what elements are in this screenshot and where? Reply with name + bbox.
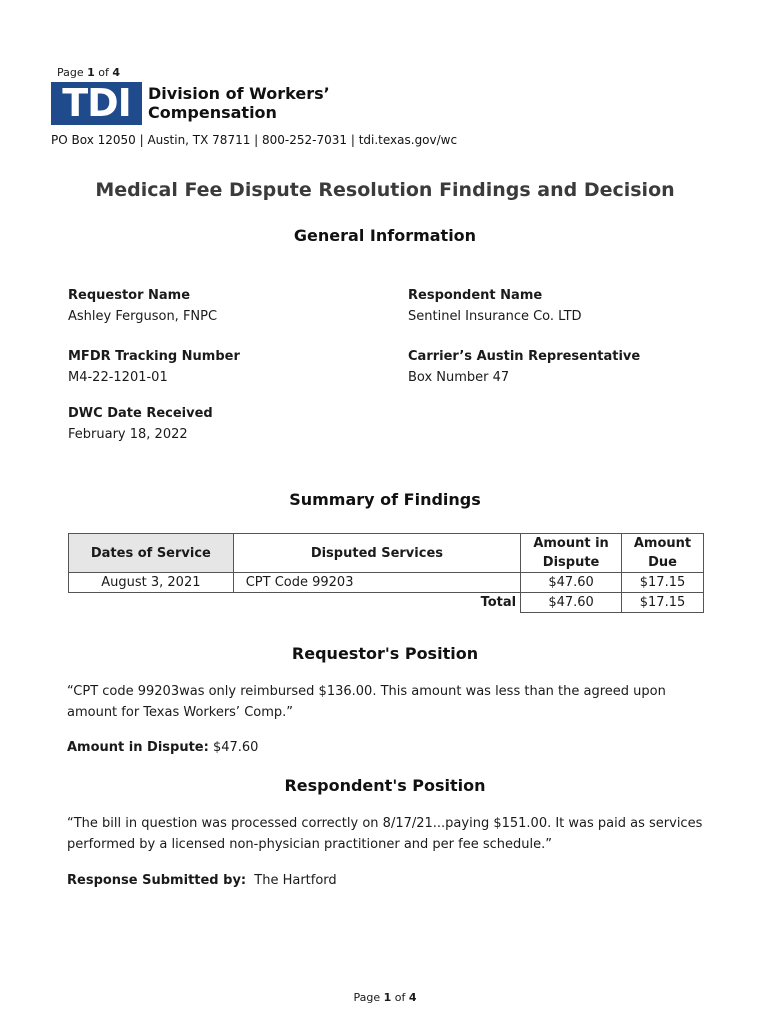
response-submitted-line	[67, 870, 717, 891]
requestor-value: Ashley Ferguson, FNPC	[68, 309, 218, 324]
page-indicator-top: Page 1 of 4	[57, 66, 121, 79]
total-amount-due: $17.15	[622, 593, 704, 613]
org-name: Division of Workers’ Compensation	[148, 84, 330, 122]
col-header-amount-dispute: Amount in Dispute	[521, 534, 622, 573]
cell-service: CPT Code 99203	[233, 573, 520, 593]
cell-date: August 3, 2021	[69, 573, 234, 593]
summary-heading: Summary of Findings	[289, 490, 481, 509]
table-total-row	[69, 593, 704, 613]
respondent-position-heading: Respondent's Position	[284, 776, 486, 795]
address-line: PO Box 12050 | Austin, TX 78711 | 800-252-7031 | tdi.texas.gov/wc	[51, 133, 458, 147]
general-info-heading: General Information	[293, 226, 477, 245]
col-header-services: Disputed Services	[233, 534, 520, 573]
summary-table	[68, 533, 704, 613]
amount-in-dispute-value: $47.60	[212, 740, 259, 755]
received-value: February 18, 2022	[68, 427, 188, 442]
page-indicator-bottom: Page 1 of 4	[353, 991, 417, 1004]
respondent-value: Sentinel Insurance Co. LTD	[408, 309, 582, 324]
document-title: Medical Fee Dispute Resolution Findings and Decision	[95, 179, 675, 201]
response-submitted-value: The Hartford	[254, 873, 337, 888]
carrier-label: Carrier’s Austin Representative	[408, 349, 641, 364]
amount-in-dispute-label: Amount in Dispute:	[67, 740, 209, 755]
table-row	[69, 573, 704, 593]
tracking-label: MFDR Tracking Number	[68, 349, 240, 364]
table-header-row	[69, 534, 704, 573]
tracking-value: M4-22-1201-01	[68, 370, 168, 385]
cell-amount-due: $17.15	[622, 573, 704, 593]
response-submitted-label: Response Submitted by:	[67, 873, 247, 888]
requestor-amount-line	[67, 737, 717, 758]
respondent-label: Respondent Name	[408, 288, 543, 303]
total-label: Total	[69, 593, 521, 613]
requestor-label: Requestor Name	[68, 288, 191, 303]
col-header-dates: Dates of Service	[69, 534, 234, 573]
requestor-position-heading: Requestor's Position	[291, 644, 479, 663]
received-label: DWC Date Received	[68, 406, 213, 421]
total-amount-dispute: $47.60	[521, 593, 622, 613]
tdi-logo: TDI	[51, 82, 142, 125]
col-header-amount-due: Amount Due	[622, 534, 704, 573]
respondent-quote: “The bill in question was processed correctly on 8/17/21...paying $151.00. It was paid as services performed by a licensed non-physician practitioner and per fee schedule.”	[67, 816, 703, 852]
requestor-quote: “CPT code 99203was only reimbursed $136.00. This amount was less than the agreed upon amount for Texas Workers’ Comp.”	[67, 684, 666, 720]
cell-amount-dispute: $47.60	[521, 573, 622, 593]
carrier-value: Box Number 47	[408, 370, 510, 385]
